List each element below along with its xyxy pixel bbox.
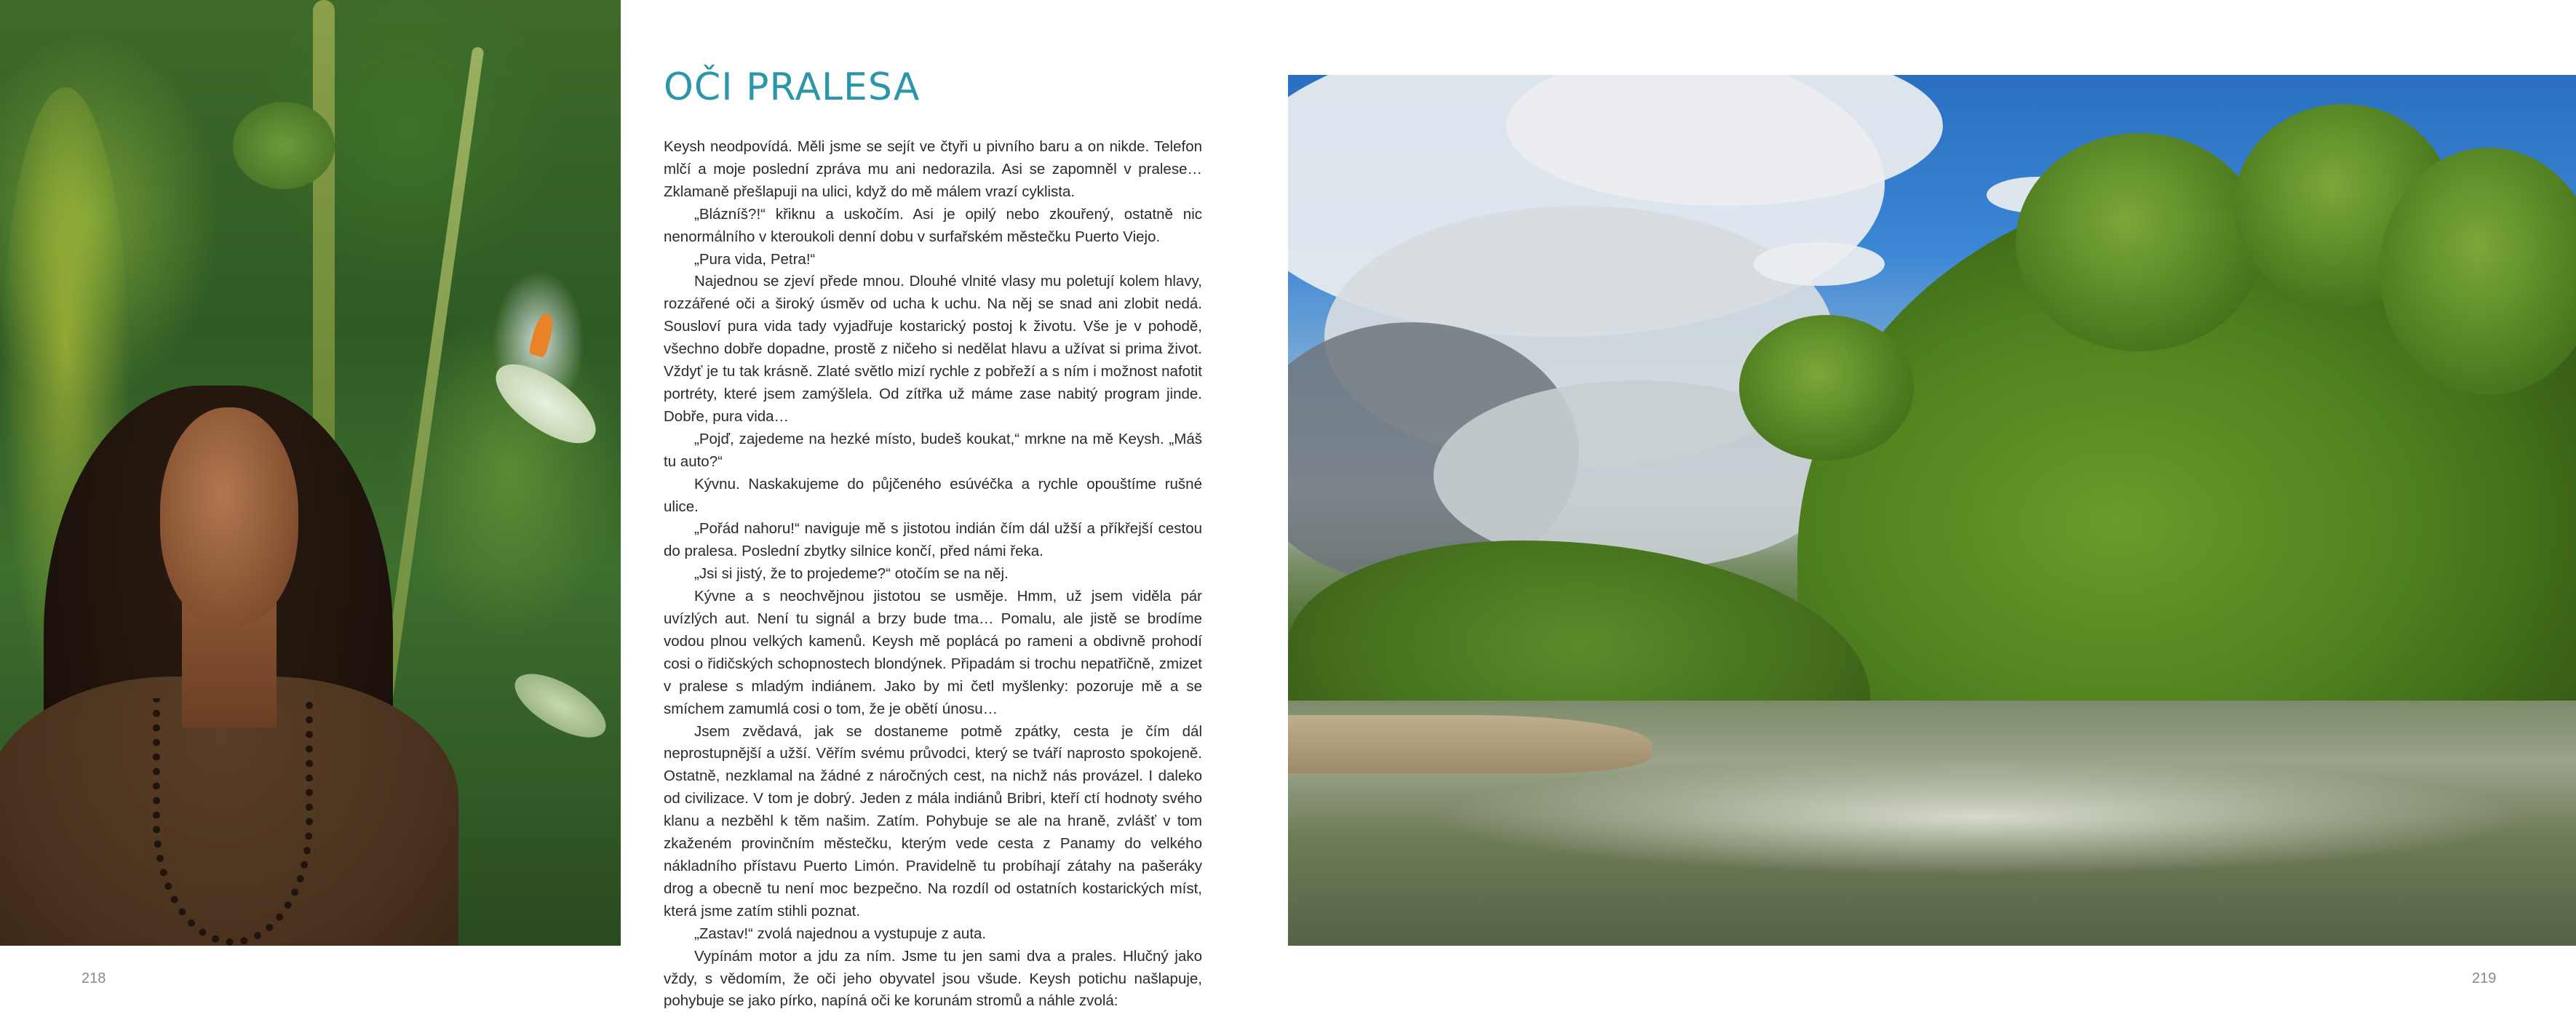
- paragraph: „Pojď, zajedeme na hezké místo, budeš koukat,“ mrkne na mě Keysh. „Máš tu auto?“: [664, 430, 1202, 470]
- chapter-body: [664, 136, 1202, 1013]
- paragraph: Vypínám motor a jdu za ním. Jsme tu jen sami dva a prales. Hlučný jako vždy, s vědomím, že oči jeho obyvatel jsou všude. Keysh potichu našlapuje, pohybuje se jako pírko, napíná oči ke korunám stromů a náhle zvolá:: [664, 947, 1202, 1010]
- leaf: [505, 661, 615, 750]
- paragraph: „Pura vida, Petra!“: [694, 250, 816, 268]
- chapter-title: OČI PRALESA: [664, 65, 921, 109]
- tall-tree: [1739, 315, 1914, 460]
- tall-tree: [2016, 133, 2263, 351]
- person-face: [160, 407, 298, 626]
- paragraph: „Jsi si jistý, že to projedeme?“ otočím se na něj.: [694, 565, 1009, 583]
- river-landscape-photo: [1288, 75, 2576, 946]
- page-number-left: 218: [82, 970, 106, 986]
- portrait-photo: [0, 0, 621, 946]
- page-number-right: 219: [2472, 970, 2497, 986]
- bead-necklace: [153, 698, 313, 946]
- paragraph: Najednou se zjeví přede mnou. Dlouhé vlnité vlasy mu poletují kolem hlavy, rozzářené oči a široký úsměv od ucha k uchu. Na něj se snad ani zlobit nedá. Sousloví pura vida tady vyjadřuje kostarický postoj k životu. Vše je v pohodě, všechno dobře dopadne, prostě z ničeho si nedělat hlavu a užívat si prima život. Vždyť je tu tak krásně. Zlaté světlo mizí rychle z pobřeží a s ním i možnost nafotit portréty, které jsem zamýšlela. Od zítřka už máme zase nabitý program jinde. Dobře, pura vida…: [664, 273, 1202, 425]
- paragraph: Kývnu. Naskakujeme do půjčeného esúvéčka a rychle opouštíme rušné ulice.: [664, 475, 1202, 515]
- orange-flower: [528, 311, 557, 358]
- paragraph: „Pořád nahoru!“ naviguje mě s jistotou indián čím dál užší a příkřejší cestou do pralesa. Poslední zbytky silnice končí, před námi řeka.: [664, 520, 1202, 560]
- rapids: [1434, 759, 2525, 875]
- paragraph: Kývne a s neochvějnou jistotou se usměje. Hmm, už jsem viděla pár uvízlých aut. Není tu signál a brzy bude tma… Pomalu, ale jistě se brodíme vodou plnou velkých kamenů. Keysh mě poplácá po rameni a obdivně prohodí cosi o řidičských schopnostech blondýnek. Připadám si trochu nepatřičně, zmizet v pralese s mladým indiánem. Jako by mi četl myšlenky: pozoruje mě a se smíchem zamumlá cosi o tom, že je obětí únosu…: [664, 588, 1202, 717]
- cloud: [1754, 242, 1885, 286]
- paragraph: Jsem zvědavá, jak se dostaneme potmě zpátky, cesta je čím dál neprostupnější a užší. Věřím svému průvodci, který se tváří naprosto spokojeně. Ostatně, nezklamal na žádné z náročných cest, na nichž nás provázel. I daleko od civilizace. V tom je dobrý. Jeden z mála indiánů Bribri, kteří ctí hodnoty svého klanu a nezběhl k těm našim. Zatím. Pohybuje se ale na hraně, zvlášť v tom zkaženém provinčním městečku, kterým vede cesta z Panamy do velkého nákladního přístavu Puerto Limón. Pravidelně tu probíhají zátahy na pašeráky drog a obecně tu není moc bezpečno. Na rozdíl od ostatních kostarických míst, která jsme zatím stihli poznat.: [664, 722, 1202, 920]
- paragraph: „Zastav!“ zvolá najednou a vystupuje z auta.: [694, 925, 987, 942]
- paragraph: „Blázníš?!“ křiknu a uskočím. Asi je opilý nebo zkouřený, ostatně nic nenormálního v kteroukoli denní dobu v surfařském městečku Puerto Viejo.: [664, 205, 1202, 245]
- leaf: [483, 349, 608, 458]
- paragraph: Keysh neodpovídá. Měli jsme se sejít ve čtyři u pivního baru a on nikde. Telefon mlčí a moje poslední zpráva mu ani nedorazila. Asi se zapomněl v pralese… Zklamaně přešlapuji na ulici, když do mě málem vrazí cyklista.: [664, 138, 1202, 200]
- leaf: [233, 102, 335, 189]
